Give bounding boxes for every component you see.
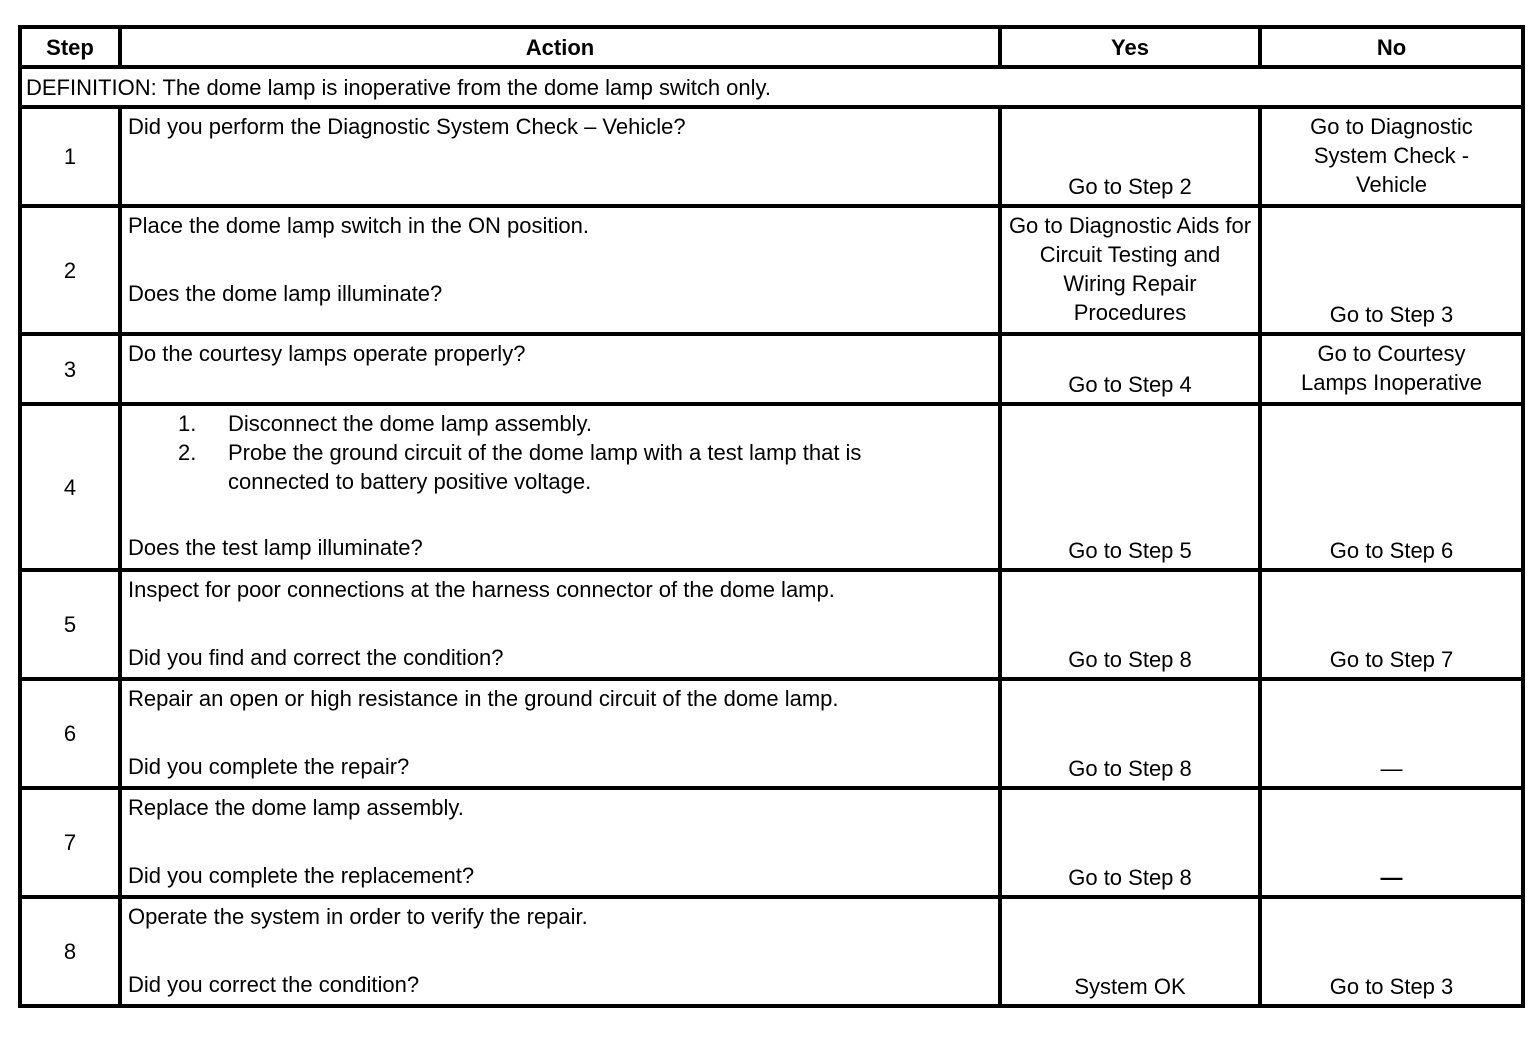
- yes-cell: Go to Step 4: [1000, 334, 1260, 404]
- action-question: Did you complete the replacement?: [128, 863, 475, 888]
- no-cell: Go to Step 7: [1260, 570, 1523, 679]
- action-question: Did you complete the repair?: [128, 754, 410, 779]
- table-row: [20, 334, 1523, 404]
- action-text: Do the courtesy lamps operate properly?: [128, 341, 526, 366]
- action-text: Operate the system in order to verify the repair.: [128, 904, 588, 929]
- table-row: [20, 679, 1523, 788]
- action-text: Did you perform the Diagnostic System Check – Vehicle?: [128, 114, 686, 139]
- list-item-text: Probe the ground circuit of the dome lamp with a test lamp that is connected to battery positive voltage.: [228, 440, 862, 494]
- action-question: Does the dome lamp illuminate?: [128, 281, 443, 306]
- step-number: 3: [20, 334, 120, 404]
- table-row: [20, 107, 1523, 206]
- table-row: [20, 206, 1523, 334]
- step-number: 6: [20, 679, 120, 788]
- step-number: 7: [20, 788, 120, 897]
- action-cell: [120, 788, 1000, 897]
- step-number: 1: [20, 107, 120, 206]
- action-question: Does the test lamp illuminate?: [128, 535, 423, 560]
- no-cell: Go to Step 3: [1260, 206, 1523, 334]
- yes-cell: System OK: [1000, 897, 1260, 1006]
- action-question: Did you find and correct the condition?: [128, 645, 504, 670]
- action-steps-list: [128, 409, 992, 496]
- diagnostic-table: [18, 25, 1525, 1008]
- action-cell: [120, 897, 1000, 1006]
- list-item: [128, 409, 992, 438]
- header-row: [20, 27, 1523, 67]
- yes-cell: Go to Step 8: [1000, 679, 1260, 788]
- action-text: Place the dome lamp switch in the ON position.: [128, 213, 590, 238]
- action-cell: [120, 334, 1000, 404]
- step-number: 4: [20, 404, 120, 570]
- no-cell: —: [1260, 788, 1523, 897]
- action-cell: [120, 570, 1000, 679]
- definition-row: [20, 67, 1523, 107]
- action-text: Repair an open or high resistance in the ground circuit of the dome lamp.: [128, 686, 839, 711]
- yes-cell: Go to Step 8: [1000, 570, 1260, 679]
- header-yes: Yes: [1000, 27, 1260, 67]
- action-text: Replace the dome lamp assembly.: [128, 795, 464, 820]
- action-text: Inspect for poor connections at the harness connector of the dome lamp.: [128, 577, 835, 602]
- list-item-number: 1.: [178, 411, 197, 436]
- step-number: 8: [20, 897, 120, 1006]
- definition-text: DEFINITION: The dome lamp is inoperative from the dome lamp switch only.: [20, 67, 1523, 107]
- list-item: [128, 438, 992, 496]
- header-step: Step: [20, 27, 120, 67]
- table-row: [20, 897, 1523, 1006]
- yes-cell: Go to Diagnostic Aids for Circuit Testing and Wiring Repair Procedures: [1000, 206, 1260, 334]
- no-cell: Go to Step 6: [1260, 404, 1523, 570]
- action-cell: [120, 107, 1000, 206]
- action-cell: [120, 404, 1000, 570]
- table-row: [20, 404, 1523, 570]
- step-number: 5: [20, 570, 120, 679]
- action-question: Did you correct the condition?: [128, 972, 420, 997]
- no-cell: —: [1260, 679, 1523, 788]
- action-cell: [120, 679, 1000, 788]
- header-action: Action: [120, 27, 1000, 67]
- header-no: No: [1260, 27, 1523, 67]
- yes-cell: Go to Step 2: [1000, 107, 1260, 206]
- step-number: 2: [20, 206, 120, 334]
- table-row: [20, 570, 1523, 679]
- no-cell: Go to Courtesy Lamps Inoperative: [1260, 334, 1523, 404]
- no-cell: Go to Step 3: [1260, 897, 1523, 1006]
- no-cell: Go to Diagnostic System Check - Vehicle: [1260, 107, 1523, 206]
- list-item-number: 2.: [178, 440, 197, 465]
- action-cell: [120, 206, 1000, 334]
- list-item-text: Disconnect the dome lamp assembly.: [228, 411, 592, 436]
- yes-cell: Go to Step 8: [1000, 788, 1260, 897]
- table-row: [20, 788, 1523, 897]
- yes-cell: Go to Step 5: [1000, 404, 1260, 570]
